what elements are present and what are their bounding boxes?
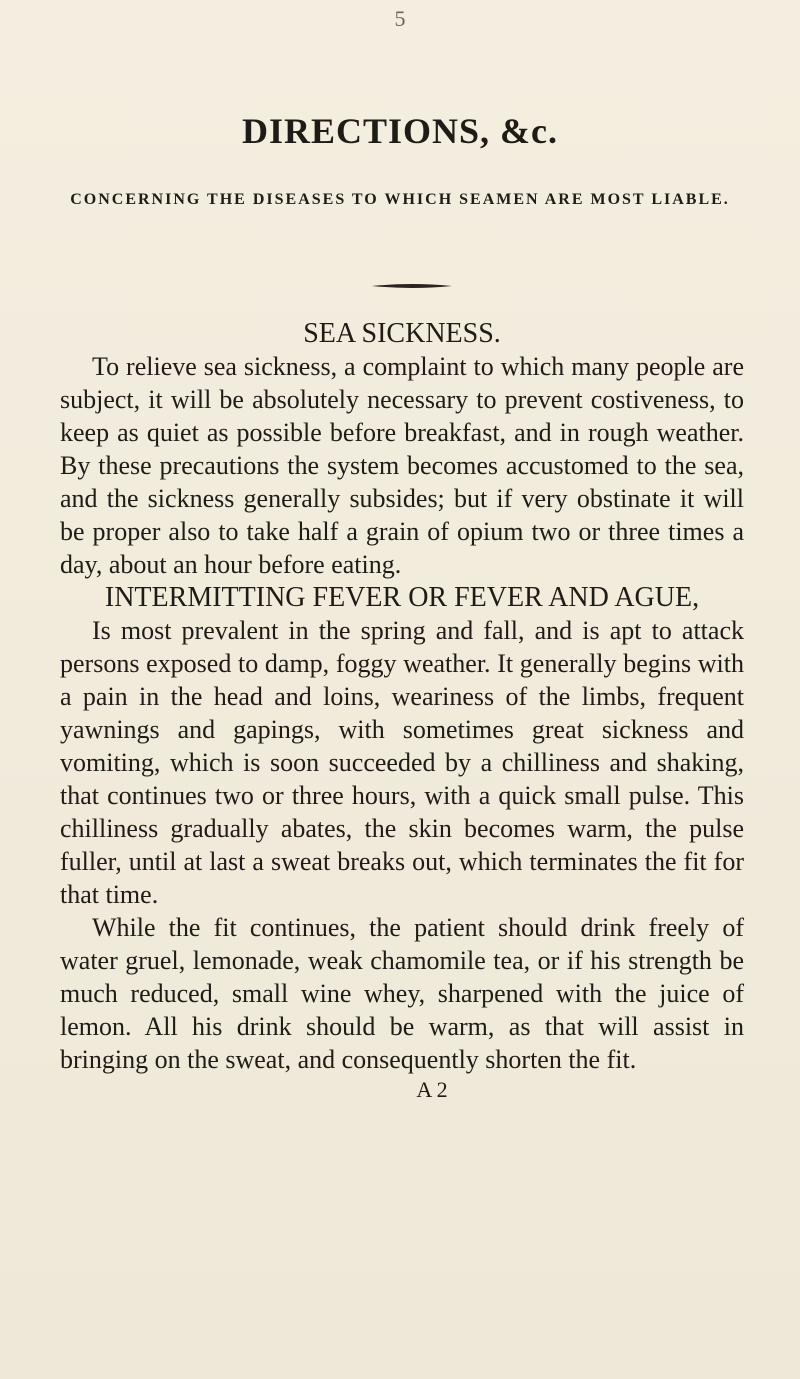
paragraph-sea-sickness: To relieve sea sickness, a complaint to which many people are subject, it will be absolutely necessary to prevent costiveness, to keep as quiet as possible before breakfast, and in rough weather. By these precautions the system becomes accustomed to the sea, and the sickness generally subsides; but if very obstinate it will be proper also to take half a grain of opium two or three times a day, about an hour before eating. [60,352,744,579]
signature-mark: A 2 [416,1077,448,1102]
section-heading-intermitting-fever: INTERMITTING FEVER OR FEVER AND AGUE, [104,582,700,613]
ornament-divider [372,283,452,289]
body-text [60,317,744,1104]
section-heading-sea-sickness: SEA SICKNESS. [303,318,501,349]
paragraph-fever-symptoms: Is most prevalent in the spring and fall, and is apt to attack persons exposed to damp, foggy weather. It generally begins with a pain in the head and loins, weariness of the limbs, frequent yawnings and gapings, with sometimes great sickness and vomiting, which is soon succeeded by a chilliness and shaking, that continues two or three hours, with a quick small pulse. This chilliness gradually abates, the skin becomes warm, the pulse fuller, until at last a sweat breaks out, which terminates the fit for that time. [60,616,744,909]
page-number: 5 [394,6,406,31]
page-title: DIRECTIONS, &c. [241,111,559,151]
page-subtitle: CONCERNING THE DISEASES TO WHICH SEAMEN ARE MOST LIABLE. [70,191,730,208]
paragraph-fever-treatment: While the fit continues, the patient should drink freely of water gruel, lemonade, weak chamomile tea, or if his strength be much reduced, small wine whey, sharpened with the juice of lemon. All his drink should be warm, as that will assist in bringing on the sweat, and consequently shorten the fit. [60,913,744,1074]
